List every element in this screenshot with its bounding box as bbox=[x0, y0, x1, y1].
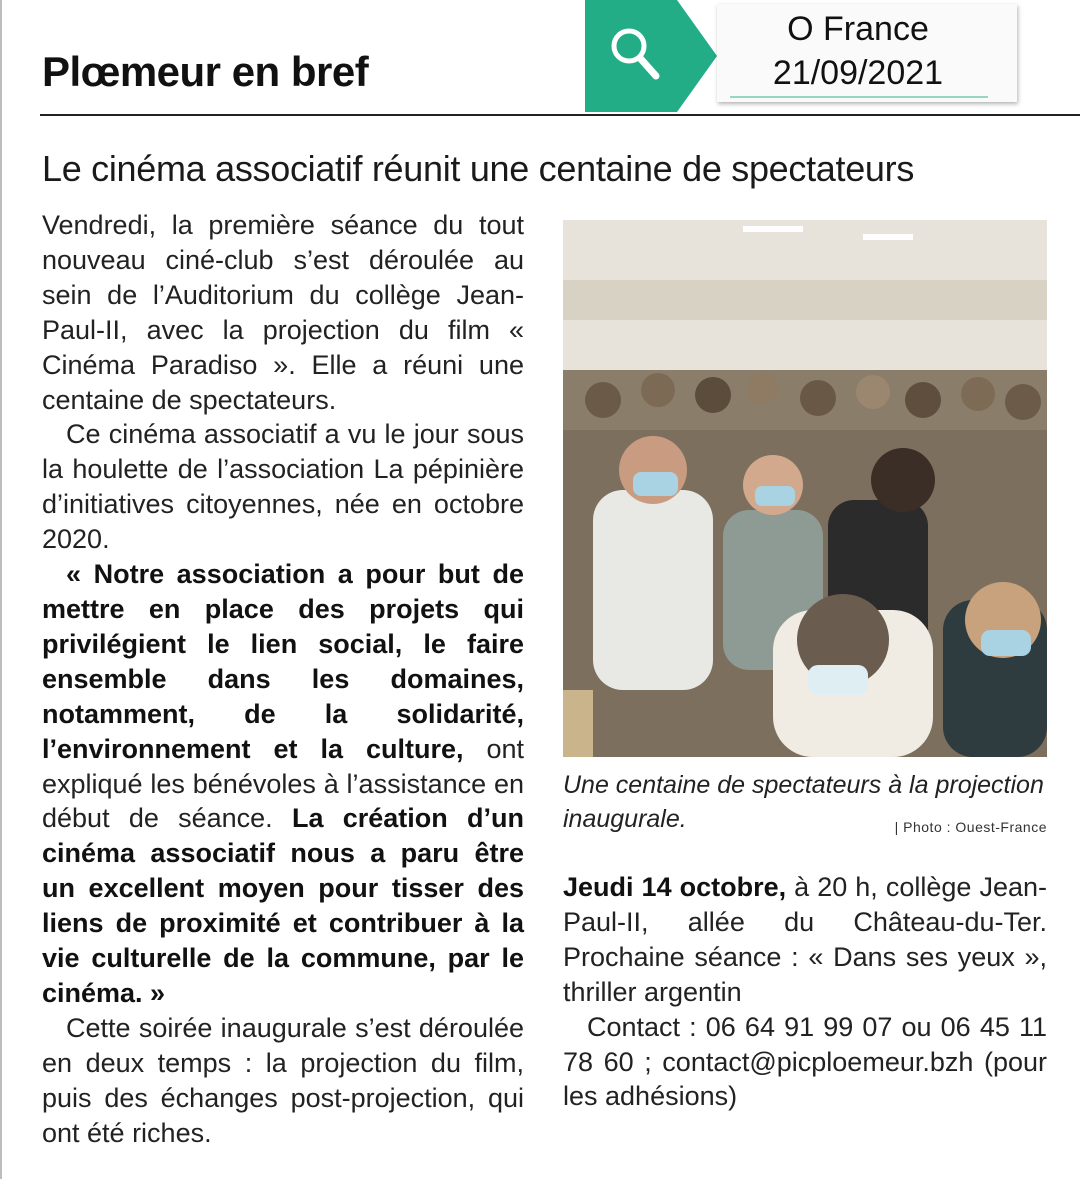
source-badge[interactable] bbox=[585, 0, 1019, 112]
caption-text: Une centaine de spectateurs à la projection inaugurale. bbox=[563, 771, 1044, 833]
article-headline: Le cinéma associatif réunit une centaine de spectateurs bbox=[42, 148, 915, 189]
event-date: Jeudi 14 octobre, bbox=[563, 872, 787, 902]
badge-source: O France bbox=[787, 10, 929, 48]
badge-search-tab[interactable] bbox=[585, 0, 677, 112]
search-icon[interactable] bbox=[607, 24, 663, 84]
page-left-border bbox=[0, 0, 2, 1179]
audience-photo bbox=[563, 220, 1047, 757]
header-rule bbox=[40, 114, 1080, 116]
paragraph-intro: Vendredi, la première séance du tout nouveau ciné-club s’est déroulée au sein de l’Auditorium du collège Jean-Paul-II, avec la projection du film « Cinéma Paradiso ». Elle a réuni une centaine de spectateurs. bbox=[42, 210, 524, 415]
event-paragraph bbox=[563, 870, 1047, 1010]
section-title: Plœmeur en bref bbox=[42, 48, 369, 95]
paragraph-quote bbox=[42, 557, 524, 1011]
badge-date: 21/09/2021 bbox=[772, 54, 944, 92]
event-details: à 20 h, collège Jean-Paul-II, allée du Château-du-Ter. Prochaine séance : « Dans ses yeux », thriller argentin bbox=[563, 872, 1047, 1007]
quote-part-2: La création d’un cinéma associatif nous a paru être un excellent moyen pour tisser des liens de proximité et contribuer à la vie culturelle de la commune, par le cinéma. » bbox=[42, 803, 524, 1008]
paragraph-evening: Cette soirée inaugurale s’est déroulée en deux temps : la projection du film, puis des échanges post-projection, qui ont été riches. bbox=[42, 1012, 524, 1148]
contact-paragraph: Contact : 06 64 91 99 07 ou 06 45 11 78 60 ; contact@picploemeur.bzh (pour les adhésions) bbox=[563, 1011, 1047, 1112]
quote-part-1: « Notre association a pour but de mettre en place des projets qui privilégient le lien social, le faire ensemble dans les domaines, notamment, de la solidarité, l’environnement et la culture, bbox=[42, 559, 524, 764]
article-body-left bbox=[42, 208, 524, 1150]
photo-caption bbox=[563, 768, 1047, 844]
badge-underline bbox=[730, 96, 988, 98]
event-info bbox=[563, 870, 1047, 1114]
quote-attribution: ont expliqué les bénévoles à l’assistance en début de séance. bbox=[42, 733, 524, 834]
badge-arrow bbox=[677, 0, 717, 112]
photo-credit: | Photo : Ouest-France bbox=[894, 819, 1047, 835]
paragraph-association: Ce cinéma associatif a vu le jour sous la houlette de l’association La pépinière d’initiatives citoyennes, née en octobre 2020. bbox=[42, 419, 524, 555]
